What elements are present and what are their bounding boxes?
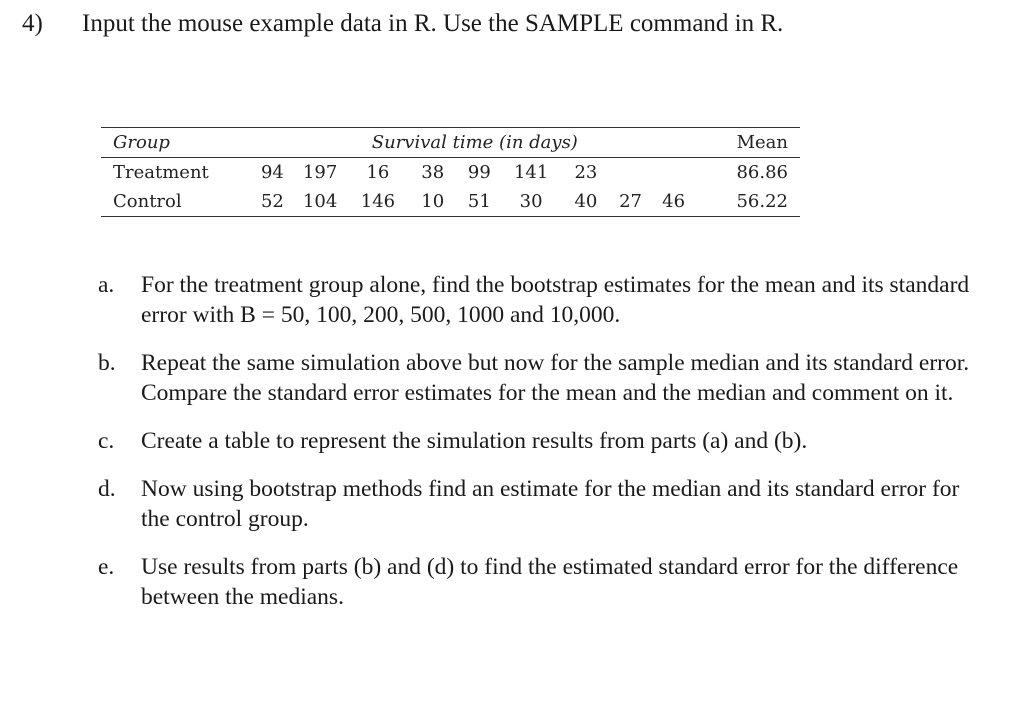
sub-question-c: [98, 426, 978, 456]
sub-question-text: Now using bootstrap methods find an estimate for the median and its standard error for the control group.: [141, 476, 960, 532]
sub-question-label: b.: [98, 350, 116, 376]
table-cell: 94: [260, 162, 284, 183]
sub-question-b: [98, 348, 978, 408]
table-cell: 52: [260, 191, 284, 212]
sub-question-d: [98, 474, 978, 534]
sub-question-text: Create a table to represent the simulation results from parts (a) and (b).: [141, 428, 808, 454]
table-header-row: [101, 128, 800, 158]
table-cell: 10: [421, 191, 445, 212]
row-group-label: Control: [113, 191, 182, 212]
table-cell: 40: [574, 191, 598, 212]
sub-question-label: a.: [98, 272, 115, 298]
sub-question-text: Use results from parts (b) and (d) to find the estimated standard error for the difference between the medians.: [141, 554, 959, 610]
table-cell: [610, 158, 651, 188]
table-cell: 38: [421, 162, 445, 183]
survival-data-table: [101, 127, 800, 217]
table-cell: 51: [467, 191, 491, 212]
table-cell: 46: [662, 191, 686, 212]
table-row-treatment: [101, 158, 800, 188]
question-text: Input the mouse example data in R. Use the SAMPLE command in R.: [82, 10, 784, 37]
sub-question-a: [98, 270, 978, 330]
table-cell: 30: [519, 191, 543, 212]
table-cell: 104: [302, 191, 338, 212]
row-mean: 56.22: [736, 191, 788, 212]
sub-question-text: For the treatment group alone, find the bootstrap estimates for the mean and its standard error with B = 50, 100, 200, 500, 1000 and 10,000.: [141, 272, 970, 328]
table-cell: 197: [302, 162, 338, 183]
table-cell: [651, 158, 697, 188]
sub-question-label: c.: [98, 428, 115, 454]
row-mean: 86.86: [736, 162, 788, 183]
sub-questions-list: [98, 270, 978, 630]
table-cell: 23: [574, 162, 598, 183]
sub-question-text: Repeat the same simulation above but now for the sample median and its standard error. Compare the standard error estimates for the mean and the median and comment on it.: [141, 350, 970, 406]
table-cell: 27: [619, 191, 642, 212]
sub-question-label: d.: [98, 476, 116, 502]
sub-question-label: e.: [98, 554, 115, 580]
header-mean: Mean: [736, 132, 788, 153]
sub-question-e: [98, 552, 978, 612]
table-cell: 99: [467, 162, 491, 183]
table-row-control: [101, 187, 800, 217]
header-survival-time: Survival time (in days): [371, 132, 578, 153]
header-group: Group: [113, 132, 170, 153]
table-cell: 146: [360, 191, 396, 212]
table-cell: 141: [513, 162, 549, 183]
question-number: 4): [22, 10, 43, 37]
row-group-label: Treatment: [113, 162, 209, 183]
table-cell: 16: [366, 162, 390, 183]
